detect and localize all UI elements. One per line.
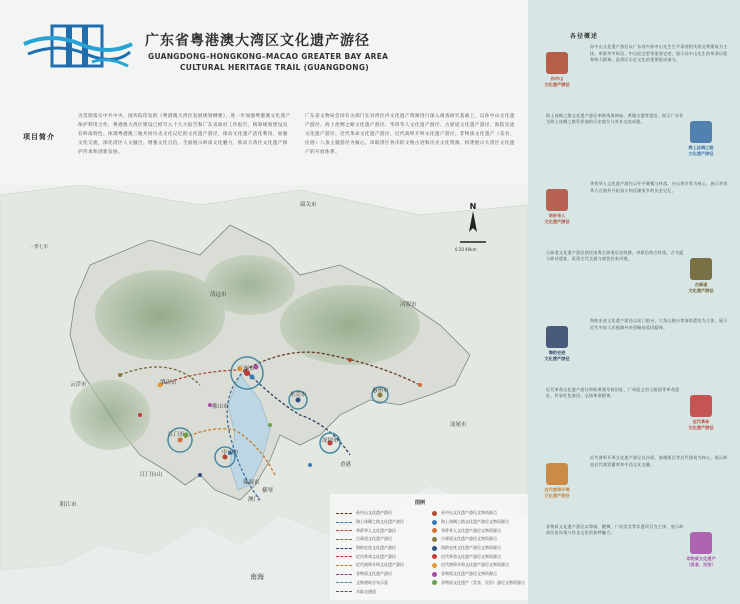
legend-point-swatch [432,563,437,568]
north-label: N [469,202,477,211]
legend-point-item [432,552,525,561]
legend-line-item [336,509,404,518]
legend-line-item [336,544,404,553]
overseas-chinese-figure-icon [546,189,568,211]
legend-point-label: 古驿道文化遗产游径文物资源点 [441,536,497,542]
legend-line-label: 华侨华人文化遗产游径 [356,527,396,533]
legend-point-item [432,544,525,553]
trail-description: 非物质文化遗产游径以粤剧、醒狮、广府美食等非遗项目为主体，展示岭南民俗风情与饮食文化的独特魅力。 [546,523,684,536]
legend-point-item [432,518,525,527]
place-yangjiang: 阳江市 [60,502,77,508]
place-hongkong: 香港 [340,462,352,468]
legend-line-swatch [336,530,352,531]
place-foshan: 佛山市 [212,404,229,410]
legend-line-item [336,526,404,535]
trail-description: 孙中山文化遗产游径以广东省内孙中山先生生平事迹相关的文物建筑为主体，串联翠亨故居、中山纪念堂等重要史迹，展示孙中山先生的革命历程和伟大精神，是湾区历史文化的重要组成部分。 [590,44,728,63]
legend-line-item [336,518,404,527]
legend-line-swatch [336,548,352,549]
intro-paragraph-2: 广东省文物局会同有关部门在对湾区内文化遗产资源进行深入调查研究基础上，以孙中山文化遗产游径、海上丝绸之路文化遗产游径、华侨华人文化遗产游径、古驿道文化遗产游径、海防史迹文化遗产游径、近代革命文化遗产游径、近代商埠开埠文化遗产游径、非物质文化遗产（美食、民俗）八条主题游径为核心，串联湾区各市的文物古迹和历史文化资源，构建展示大湾区文化遗产的开放体系。 [305,114,515,155]
legend-point-swatch [432,528,437,533]
place-heyuan: 河源市 [400,302,417,308]
intro-label: 项目简介 [23,133,55,141]
place-qingyuan: 清远市 [210,292,227,298]
trail-caption: 海防史迹 文化遗产游径 [544,350,570,361]
place-zhaoqing: 肇庆市 [160,380,177,386]
north-arrow-icon [458,200,488,250]
legend-line-item [336,552,404,561]
horse-carriage-icon [690,258,712,280]
bay-area-logo-icon [22,22,134,76]
legend-line-swatch [336,522,352,523]
trail-caption: 华侨华人 文化遗产游径 [544,213,570,224]
right-panel [528,0,740,604]
mountain-east [280,285,420,365]
trail-description: 华侨华人文化遗产游径以开平碉楼与村落、台山侨乡等为核心，展示华侨华人在海外开拓奋斗和反哺家乡的历史记忆。 [590,181,728,193]
trail-caption: 海上丝绸之路 文化遗产游径 [688,144,714,156]
legend-line-label: 近代革命文化遗产游径 [356,553,396,559]
legend-point-label: 华侨华人文化遗产游径文物资源点 [441,527,501,533]
legend-line-swatch [336,574,352,575]
place-hengqin: 横琴 [262,488,274,494]
legend-point-item [432,535,525,544]
place-zhongshan: 中山市 [222,450,239,456]
trail-description: 海上丝绸之路文化遗产游径串联南海神庙、黄埔古港等遗址，展示广东作为海上丝绸之路发祥地的历史地位与对外交流成就。 [546,112,684,125]
trail-description: 海防史迹文化遗产游径以虎门炮台、大角山炮台等海防遗址为主体，展示近代中国人民抵御外来侵略的爱国精神。 [590,318,728,330]
legend-point-label: 近代商埠开埠文化遗产游径文物资源点 [441,562,509,568]
trail-caption: 近代革命 文化遗产游径 [688,418,714,430]
legend-point-swatch [432,554,437,559]
legend-line-label: 水陆交通道 [356,588,376,594]
sailing-ship-icon [690,121,712,143]
legend-point-label: 孙中山文化遗产游径文物资源点 [441,510,497,516]
title-cn: 广东省粤港澳大湾区文化遗产游径 [145,33,370,49]
place-zhuhai: 珠海市 [243,480,260,486]
trail-caption: 近代商埠开埠 文化遗产游径 [544,487,570,498]
legend-point-swatch [432,580,437,585]
legend-point-swatch [432,520,437,525]
legend-point-label: 海上丝绸之路文化遗产游径文物资源点 [441,519,509,525]
legend-point-label: 近代革命文化遗产游径文物资源点 [441,553,501,559]
legend-line-swatch [336,513,352,514]
legend-line-item [336,535,404,544]
scale-bar-label: 0 20 40km [455,247,477,252]
intro-paragraph-1: 为贯彻落实中共中央、国务院印发的《粤港澳大湾区发展规划纲要》，进一步加强粤港澳文化遗产保护利用合作，粤港澳大湾区建设已经写入十九大报告和广东省政府工作报告，统筹规划建设具有岭南特色、体现粤港澳三地共同历史文化记忆的文化遗产游径，推动文化遗产活化利用，加强文化交流，深化湾区人文融合，增强文化自信，全面展示岭南文化魅力，推动大湾区文化遗产保护传承和创新发展。 [78,114,291,155]
legend-title: 图例 [415,500,426,506]
outside-label: 一带七市 [30,245,48,250]
legend-point-item [432,561,525,570]
legend-line-swatch [336,591,352,592]
legend-point-swatch [432,546,437,551]
legend-line-swatch [336,556,352,557]
revolution-monument-icon [690,395,712,417]
trail-caption: 非物质文化遗产 （美食、民俗） [686,555,716,567]
legend-line-item [336,570,404,579]
legend-line-label: 海上丝绸之路文化遗产游径 [356,519,404,525]
trail-description: 古驿道文化遗产游径依托南粤古驿道历史线路，串联沿线古村落、古关隘与驿站遗址，再现古代交通与商贸往来风貌。 [546,249,684,262]
place-shaoguan: 韶关市 [300,202,317,208]
title-en-line2: CULTURAL HERITAGE TRAIL (GUANGDONG) [180,63,370,72]
place-shanwei: 汕尾市 [450,422,467,428]
legend-lines [336,509,404,596]
legend-point-item [432,579,525,588]
place-macao: 澳门 [248,497,260,503]
legend-point-label: 非物质文化遗产游径文物资源点 [441,571,497,577]
place-huizhou: 惠州市 [372,388,389,394]
trail-caption: 孙中山 文化遗产游径 [544,76,570,87]
legend-line-label: 近代商埠开埠文化遗产游径 [356,562,404,568]
legend-point-label: 海防史迹文化遗产游径文物资源点 [441,545,501,551]
place-dongguan: 东莞市 [290,392,307,398]
legend-points [432,509,525,587]
legend-point-swatch [432,572,437,577]
sun-yat-sen-portrait-icon [546,52,568,74]
trail-description: 近代革命文化遗产游径串联黄埔军校旧址、广州起义烈士陵园等革命遗址，传承红色基因，弘扬革命精神。 [546,386,680,399]
legend-line-swatch [336,565,352,566]
title-en-line1: GUANGDONG–HONGKONG–MACAO GREATER BAY AREA [148,52,389,61]
arcade-building-icon [546,463,568,485]
opera-mask-icon [690,532,712,554]
trail-caption: 古驿道 文化遗产游径 [688,281,714,293]
legend-line-label: 古驿道文化遗产游径 [356,536,392,542]
place-yunfu: 云浮市 [70,382,87,388]
legend-line-label: 非物质文化遗产游径 [356,571,392,577]
legend-point-item [432,526,525,535]
place-guangzhou: 广州市 [238,366,255,372]
fortress-gate-icon [546,326,568,348]
legend-point-swatch [432,511,437,516]
place-taishan: 江门台山 [140,472,163,478]
legend-line-swatch [336,582,352,583]
legend-point-item [432,570,525,579]
legend-line-item [336,561,404,570]
legend-line-item [336,587,404,596]
trail-overview-header: 各径概述 [570,33,599,40]
legend-line-item [336,579,404,588]
legend-line-label: 文物建筑分布示意 [356,579,388,585]
trail-description: 近代商埠开埠文化遗产游径以沙面、骑楼街区等近代建筑为核心，展示岭南近代商贸繁荣和中西文化交融。 [590,455,728,467]
legend-line-swatch [336,539,352,540]
place-jiangmen: 江门市 [168,432,185,438]
legend-line-label: 孙中山文化遗产游径 [356,510,392,516]
place-shenzhen: 深圳市 [322,438,339,444]
legend-point-label: 非物质文化遗产（美食、民俗）游径文物资源点 [441,579,525,585]
legend-point-item [432,509,525,518]
legend-line-label: 海防史迹文化遗产游径 [356,545,396,551]
mountain-center [205,255,295,315]
legend-point-swatch [432,537,437,542]
sea-label: 南海 [250,573,264,581]
